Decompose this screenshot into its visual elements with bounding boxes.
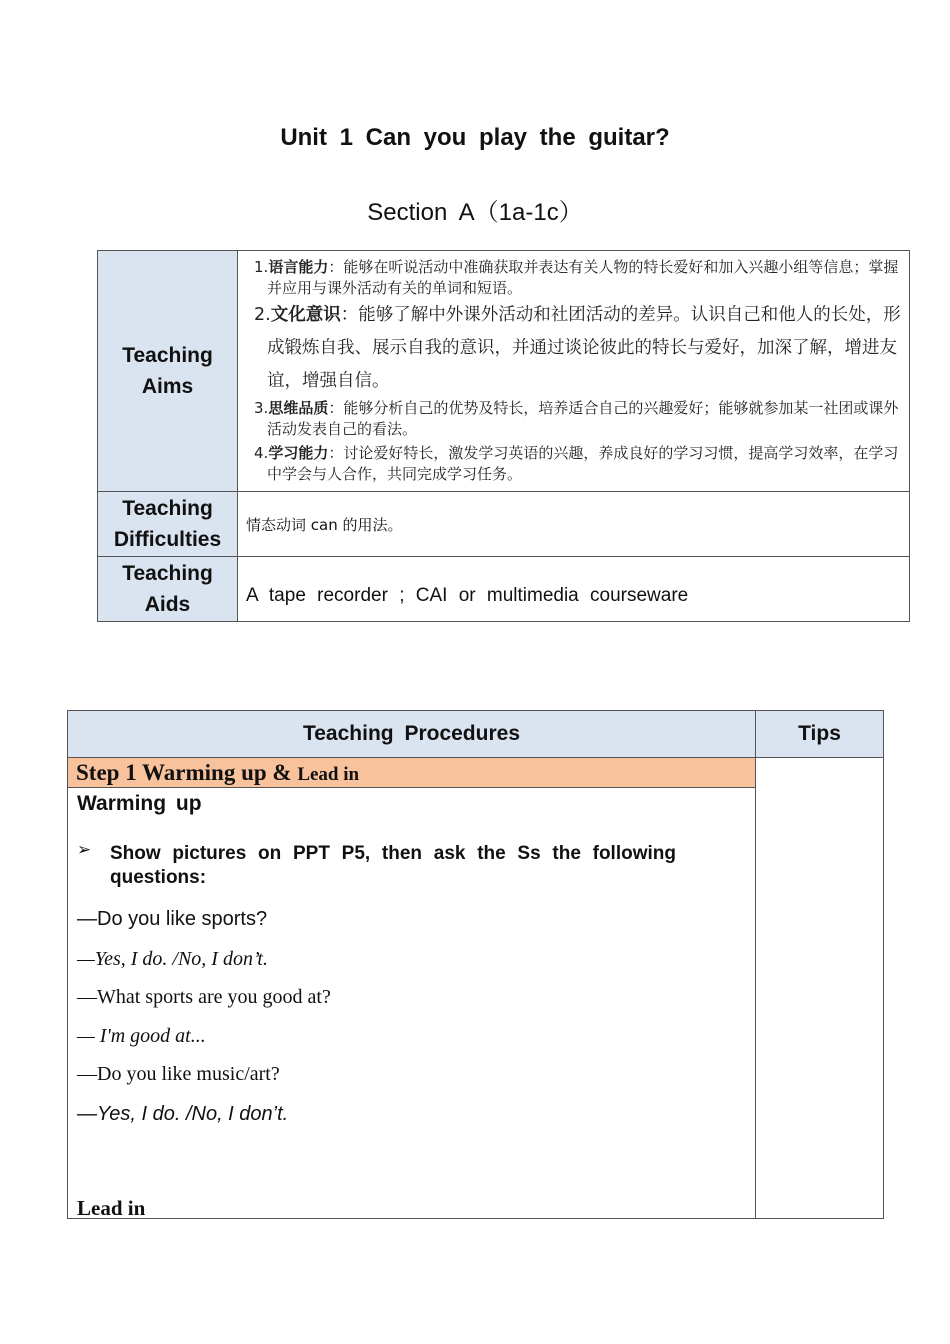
instruction-line: Show pictures on PPT P5, then ask the Ss the following bbox=[110, 843, 676, 864]
step-1-heading: Step 1 Warming up & Lead in bbox=[68, 758, 756, 788]
dialogue-line: —What sports are you good at? bbox=[77, 986, 331, 1008]
page-subtitle: Section A（1a-1c） bbox=[367, 199, 583, 226]
tips-cell bbox=[756, 758, 884, 1219]
instruction-line: questions: bbox=[110, 867, 207, 888]
teaching-aims-content bbox=[238, 251, 910, 492]
procedures-header: Teaching Procedures bbox=[68, 711, 756, 758]
dialogue-line: —Yes, I do. /No, I don’t. bbox=[77, 948, 268, 970]
teaching-info-table bbox=[97, 250, 910, 622]
lead-in-heading: Lead in bbox=[77, 1196, 146, 1220]
aim-item: 1.语言能力：能够在听说活动中准确获取并表达有关人物的特长爱好和加入兴趣小组等信息；掌握并应用与课外活动有关的单词和短语。 bbox=[254, 258, 899, 297]
teaching-aims-label: Teaching Aims bbox=[98, 251, 238, 492]
aim-item: 2.文化意识：能够了解中外课外活动和社团活动的差异。认识自己和他人的长处，形成锻炼自我、展示自我的意识，并通过谈论彼此的特长与爱好，加深了解，增进友谊，增强自信。 bbox=[254, 305, 901, 391]
teaching-aids-content: A tape recorder ; CAI or multimedia courseware bbox=[238, 557, 910, 622]
tips-header: Tips bbox=[756, 711, 884, 758]
aim-item: 3.思维品质：能够分析自己的优势及特长，培养适合自己的兴趣爱好；能够就参加某一社团或课外活动发表自己的看法。 bbox=[254, 399, 899, 438]
arrow-bullet-icon: ➢ bbox=[77, 840, 92, 859]
teaching-difficulties-content: 情态动词 can 的用法。 bbox=[238, 492, 910, 557]
step-1-body bbox=[68, 788, 756, 1219]
dialogue-line: —Yes, I do. /No, I don’t. bbox=[77, 1103, 289, 1125]
dialogue-line: —Do you like music/art? bbox=[77, 1063, 280, 1085]
dialogue-line: — I'm good at... bbox=[77, 1025, 206, 1047]
teaching-difficulties-label: Teaching Difficulties bbox=[98, 492, 238, 557]
warming-up-heading: Warming up bbox=[77, 792, 202, 815]
aim-item: 4.学习能力：讨论爱好特长，激发学习英语的兴趣，养成良好的学习习惯，提高学习效率，在学习中学会与人合作，共同完成学习任务。 bbox=[254, 444, 899, 483]
dialogue-line: —Do you like sports? bbox=[77, 908, 268, 930]
teaching-procedures-table bbox=[67, 710, 884, 1219]
teaching-aids-label: Teaching Aids bbox=[98, 557, 238, 622]
page-title: Unit 1 Can you play the guitar? bbox=[280, 124, 670, 151]
